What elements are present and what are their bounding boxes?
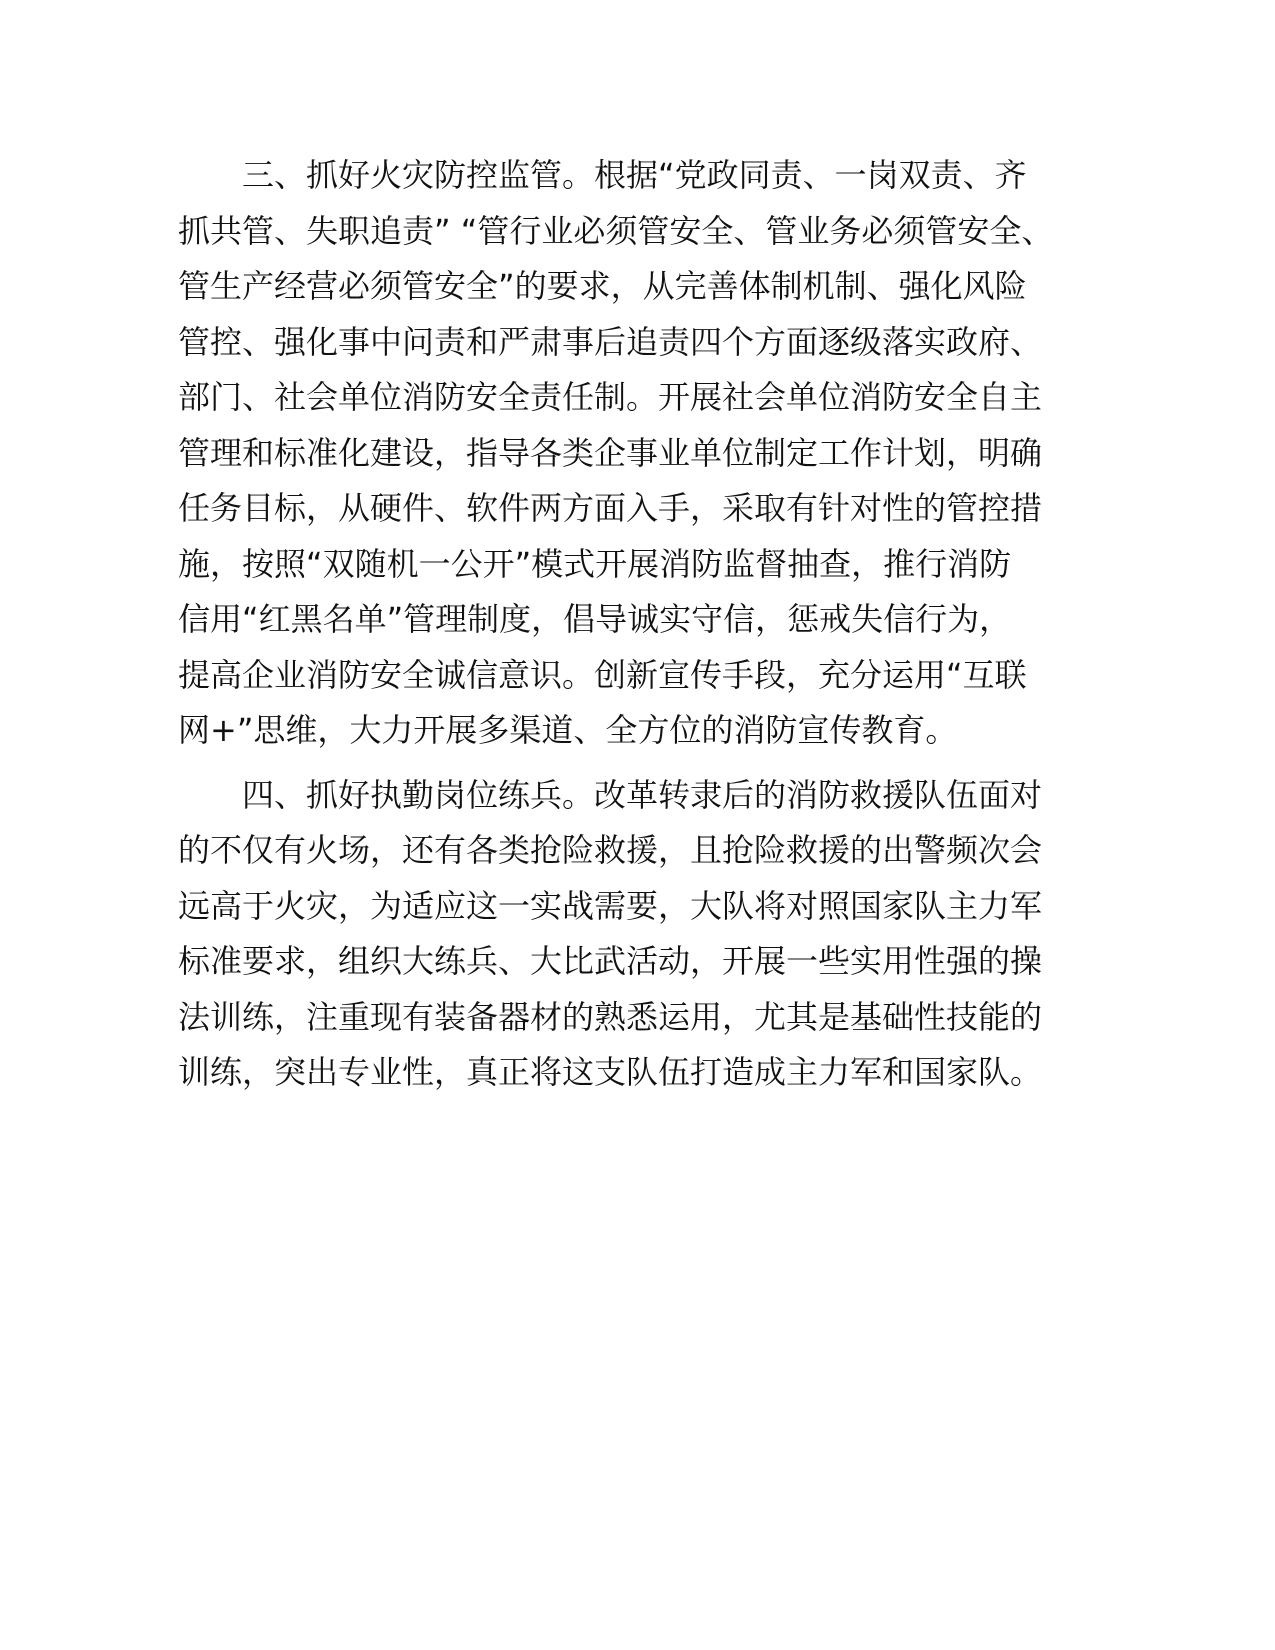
paragraph-fire-prevention-supervision bbox=[178, 148, 1058, 759]
paragraph-line: 远高于火灾，为适应这一实战需要，大队将对照国家队主力军 bbox=[178, 886, 1043, 925]
paragraph-line: 网+”思维，大力开展多渠道、全方位的消防宣传教育。 bbox=[178, 711, 958, 749]
paragraph-line: 提高企业消防安全诚信意识。创新宣传手段，充分运用“互联 bbox=[178, 655, 1027, 694]
paragraph-line: 施，按照“双随机一公开”模式开展消防监督抽查，推行消防 bbox=[178, 544, 1012, 583]
paragraph-line: 标准要求，组织大练兵、大比武活动，开展一些实用性强的操 bbox=[178, 942, 1043, 980]
paragraph-duty-training bbox=[178, 768, 1058, 1101]
paragraph-line: 管控、强化事中问责和严肃事后追责四个方面逐级落实政府、 bbox=[178, 322, 1043, 361]
paragraph-line: 四、抓好执勤岗位练兵。改革转隶后的消防救援队伍面对 bbox=[242, 775, 1043, 814]
paragraph-line: 的不仅有火场，还有各类抢险救援，且抢险救援的出警频次会 bbox=[178, 831, 1043, 869]
paragraph-line: 部门、社会单位消防安全责任制。开展社会单位消防安全自主 bbox=[178, 378, 1043, 416]
paragraph-line: 任务目标，从硬件、软件两方面入手，采取有针对性的管控措 bbox=[178, 489, 1043, 527]
paragraph-line: 训练，突出专业性，真正将这支队伍打造成主力军和国家队。 bbox=[178, 1053, 1043, 1091]
paragraph-line: 信用“红黑名单”管理制度，倡导诚实守信，惩戒失信行为， bbox=[178, 600, 1012, 638]
paragraph-line: 三、抓好火灾防控监管。根据“党政同责、一岗双责、齐 bbox=[242, 156, 1027, 194]
paragraph-line: 管生产经营必须管安全”的要求，从完善体制机制、强化风险 bbox=[178, 267, 1027, 305]
paragraph-line: 管理和标准化建设，指导各类企事业单位制定工作计划，明确 bbox=[178, 433, 1043, 472]
paragraph-line: 抓共管、失职追责” “管行业必须管安全、管业务必须管安全、 bbox=[178, 211, 1054, 250]
document-body bbox=[178, 148, 1058, 1101]
paragraph-line: 法训练，注重现有装备器材的熟悉运用，尤其是基础性技能的 bbox=[178, 997, 1043, 1036]
